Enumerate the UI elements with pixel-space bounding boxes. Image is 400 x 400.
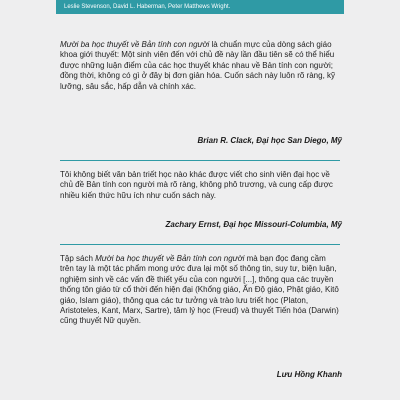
authors-text: Leslie Stevenson, David L. Haberman, Peter Matthews Wright. xyxy=(64,4,231,10)
quote-1-book-title: Mười ba học thuyết về Bản tính con người xyxy=(60,40,210,49)
divider-1 xyxy=(60,160,340,161)
quote-2 xyxy=(60,170,340,201)
quote-3-attribution: Lưu Hồng Khanh xyxy=(276,370,342,379)
quote-3-text: mà bạn đọc đang cầm trên tay là một tác phẩm mong ước đưa lại một số thông tin, suy tư, biện luận, nghiệm sinh về các vấn đề thiết yếu của con người [...], thông qua các truyền thống tôn giáo từ cổ thời đến hiện đại (Khổng giáo, Ấn Độ giáo, Phật giáo, Kitô giáo, Islam giáo), thông qua các tư tưởng và trào lưu triết học (Platon, Aristoteles, Kant, Marx, Sartre), tâm lý học (Freud) và thuyết Tiến hóa (Darwin) cũng thuyết Nữ quyền. xyxy=(60,254,339,326)
quote-2-text: Tôi không biết văn bản triết học nào khác được viết cho sinh viên đại học về chủ đề Bản tính con người mà rõ ràng, không phô trương, và cung cấp được nhiều kiến thức hữu ích như cuốn sách này. xyxy=(60,170,333,200)
quote-1 xyxy=(60,40,340,92)
quote-1-text: là chuẩn mực của dòng sách giáo khoa giới thuyết: Một sinh viên đến với chủ đề này lần đầu tiên sẽ có thể hiểu được những luận điểm của các học thuyết khác nhau về Bản tính con người; đồng thời, không có gì ở đây bị đơn giản hóa. Cuốn sách này luôn rõ ràng, kỹ lưỡng, sâu sắc, hấp dẫn và chính xác. xyxy=(60,40,336,91)
quote-3 xyxy=(60,254,340,327)
quote-1-attribution: Brian R. Clack, Đại học San Diego, Mỹ xyxy=(197,136,342,145)
authors-strip xyxy=(56,0,344,14)
divider-2 xyxy=(60,244,340,245)
quote-2-attribution: Zachary Ernst, Đại học Missouri-Columbia, Mỹ xyxy=(165,220,342,229)
quote-3-prefix: Tập sách xyxy=(60,254,96,263)
quote-3-book-title: Mười ba học thuyết về Bản tính con người xyxy=(95,254,245,263)
